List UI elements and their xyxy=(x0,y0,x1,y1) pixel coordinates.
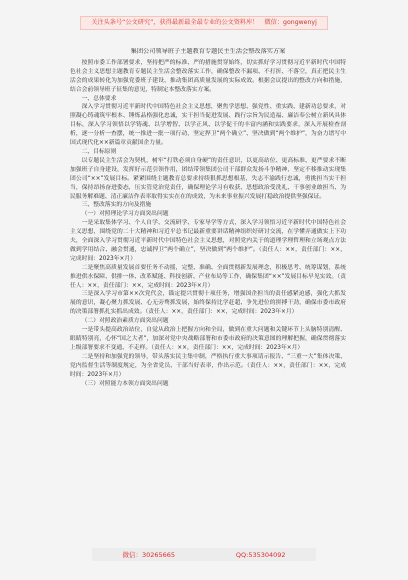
bottom-contact-banner xyxy=(92,548,316,561)
body-paragraph: 一是采取集体学习、个人自学、交流研学、专家导学等方式，深入学习领悟习近平新时代中国特色社会主义思想，围绕党的二十大精神和习近平总书记最新重要讲话精神组织好研讨交流，在学懂弄通做实上下功夫，全面深入学习贯彻习近平新时代中国特色社会主义思想，对照党内关于的道理学理哲理和立场观点方法做到学用结合、融会贯通，忠诚捍卫“两个确立”，坚决做到“两个维护”。（责任人：××，责任部门：××，完成时间：2023年×月） xyxy=(70,220,346,262)
body-paragraph: 三是深入学习市第××次党代会，锚定提兴贯彻十项任务，增强国企担当的责任感紧迫感，强化大抓发展的意识，凝心聚力抓发展、心无旁骛抓发展，始终保持比学赶超、争先进位的拼搏干劲，确保市委市政府的决策部署抓扎实抓出成效。（责任人：××，责任部门：××，完成时间：2023年×月） xyxy=(70,291,346,316)
body-paragraph: 一是带头提高政治站位，自觉从政治上把握方向和全局，做到在重大问题和关键环节上头脑特别清醒、眼睛特别亮，心怀“国之大者”，加深对党中央战略部署和市委市政府的决策意图的理解把握，确保贯彻落实上级部署要求不变通、不走样。（责任人：××，责任部门：××，完成时间：2023年×月） xyxy=(70,327,346,351)
section-heading: 一、总体要求 xyxy=(81,95,117,102)
document-paragraphs xyxy=(70,59,346,389)
top-promo-banner[interactable] xyxy=(0,8,408,38)
top-promo-wechat: 微信：gongwenyj xyxy=(264,19,317,26)
section-heading: 三、整改落实的方向及措施 xyxy=(81,202,152,209)
section-heading: 二、目标原则 xyxy=(81,148,117,155)
top-promo-banner-box xyxy=(80,16,328,30)
body-paragraph: 以专题民主生活会为契机，树牢“打铁必须自身硬”的责任意识，以更高站位、更高标准、更严要求不断加强班子自身建设，发挥好示范引领作用，团结带领集团公司干部群众发扬斗争精神，坚定不移推动实现集团公司“××”发展目标。紧紧围绕主题教育总要求持续狠抓思想根基，失志不渝践行忠诚，勇挑担当实干担当，保持昂扬奋进姿态，压实管党治党责任，确保理论学习有收获、思想政治受洗礼、干事创业敢担当、为民服务解难题、清正廉洁作表率取得实实在在的成效，为未来事业振兴发展打稳政治提供坚强保证。 xyxy=(70,157,346,200)
document-title: 集团公司领导班子主题教育专题民主生活会整改落实方案 xyxy=(130,48,286,55)
document-body xyxy=(70,48,346,540)
subsection-heading: （三）对照能力本领方面突出问题 xyxy=(81,380,169,387)
bottom-qq: QQ:535304092 xyxy=(235,550,286,559)
body-paragraph: 二是坚持和加强党的领导，带头落实民主集中制，严格执行重大事项请示报告、“三重一大”集体决策、党内监督生活等制度规定，为全省党员、干部当好表率，作出示范。（责任人：××，责任部门：××，完成时间：2023年×月） xyxy=(70,353,346,378)
body-paragraph: 深入学习贯彻习近平新时代中国特色社会主义思想，聚焦学思想、强党性、重实践、建新功总要求，对照凝心铸魂筑牢根本、锤炼品格强化忠诚，实干担当促进发展、践行宗旨为民造福、廉洁奉公树立新风具体目标，深入学习领悟以学铸魂、以学增智、以学正风、以学促干的丰富内涵和实践要求，深入开展检查剖析，逐一分析一查摆，统一推进一批一项行动，坚定捍卫“两个确立”、坚决做到“两个维护”，为奋力谱写中国式现代化××新篇章贡献国企力量。 xyxy=(70,104,346,147)
body-paragraph: 按照市委工作部署要求，坚持把严的标准、严的措施贯穿始终，切实抓好学习贯彻习近平新时代中国特色社会主义思想主题教育专题民主生活会整改落实工作，确保整改不漏项、不打折、不落空，真正把民主生活会的成果转化为加强党委班子建设、推动集团高质量发展的实际成效。根据会议提出的整改方向和措施，结合会前领导班子征集的意见，特制定本整改落实方案。 xyxy=(70,59,346,93)
subsection-heading: （二）对照政治素质方面突出问题 xyxy=(81,318,169,325)
subsection-heading: （一）对照理论学习方面突出问题 xyxy=(81,211,169,218)
top-promo-text: 关注头条号“公文研究”，获得最新最全最专业的公文资料库！ xyxy=(91,19,259,26)
bottom-wechat: 微信：30265665 xyxy=(122,551,176,559)
body-paragraph: 二是聚焦高质量发展首要任务不动摇，完整、准确、全面贯彻新发展理念，积极思考、统筹谋划，系统推进供水保障、供排一体、改革赋能、科技创新、产业布局等工作，确保集团“××”发展目标早见实效。（责任人：××，责任部门：××，完成时间：2023年×月） xyxy=(70,264,346,289)
